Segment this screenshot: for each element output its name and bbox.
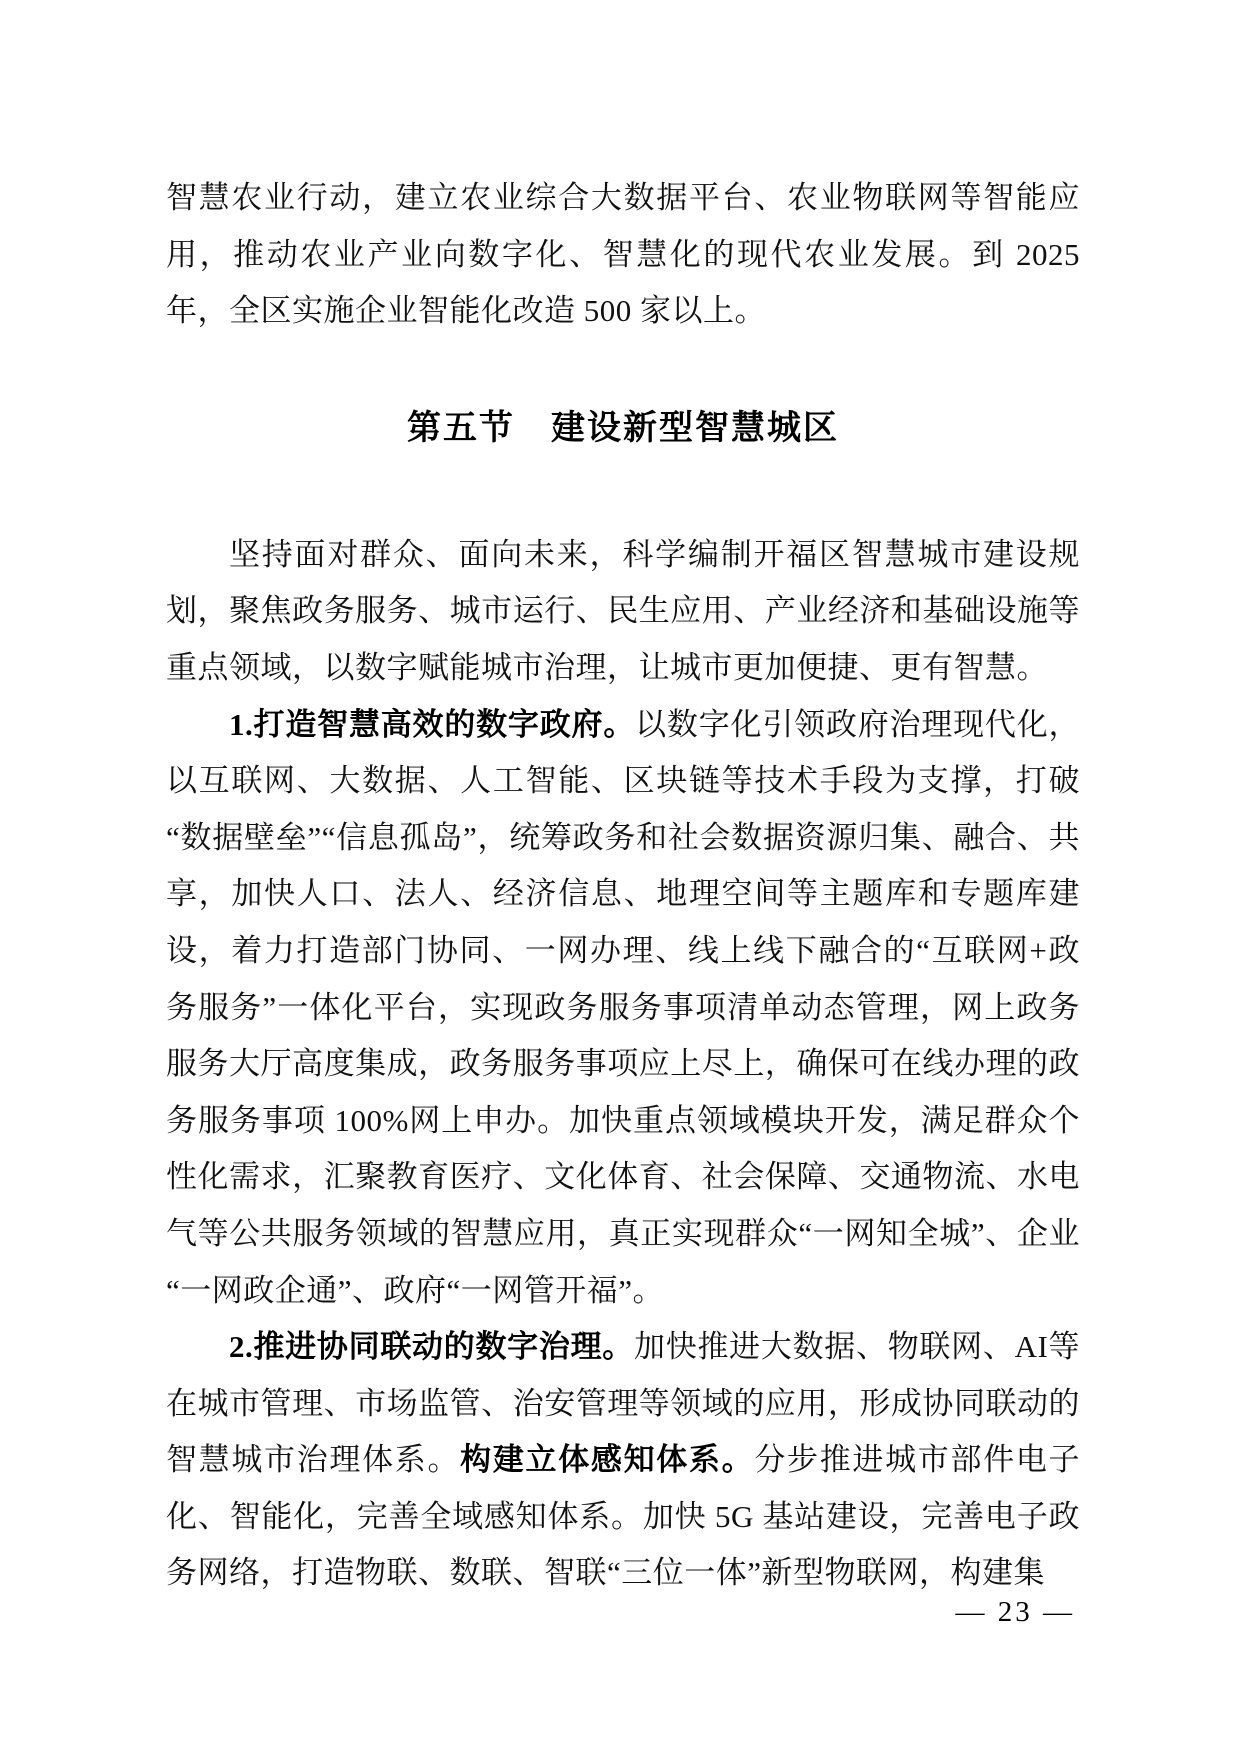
paragraph-item-2: [166, 1319, 1080, 1602]
section-heading: 第五节 建设新型智慧城区: [407, 408, 839, 447]
page-number: — 23 —: [955, 1596, 1075, 1628]
item-2-bold-lead: 2.推进协同联动的数字治理。: [229, 1329, 635, 1365]
paragraph-continued: 智慧农业行动，建立农业综合大数据平台、农业物联网等智能应用，推动农业产业向数字化、智慧化的现代农业发展。到 2025 年，全区实施企业智能化改造 500 家以上。: [166, 180, 1080, 329]
paragraph-lead: 坚持面对群众、面向未来，科学编制开福区智慧城市建设规划，聚焦政务服务、城市运行、民生应用、产业经济和基础设施等重点领域，以数字赋能城市治理，让城市更加便捷、更有智慧。: [166, 536, 1080, 685]
document-body: [166, 170, 1080, 1602]
item-1-bold-lead: 1.打造智慧高效的数字政府。: [229, 706, 636, 742]
item-1-body: 以数字化引领政府治理现代化，以互联网、大数据、人工智能、区块链等技术手段为支撑，打破“数据壁垒”“信息孤岛”，统筹政务和社会数据资源归集、融合、共享，加快人口、法人、经济信息、地理空间等主题库和专题库建设，着力打造部门协同、一网办理、线上线下融合的“互联网+政务服务”一体化平台，实现政务服务事项清单动态管理，网上政务服务大厅高度集成，政务服务事项应上尽上，确保可在线办理的政务服务事项 100%网上申办。加快重点领域模块开发，满足群众个性化需求，汇聚教育医疗、文化体育、社会保障、交通物流、水电气等公共服务领域的智慧应用，真正实现群众“一网知全城”、企业“一网政企通”、政府“一网管开福”。: [166, 706, 1080, 1308]
item-2-bold-mid: 构建立体感知体系。: [460, 1442, 755, 1478]
item-2-body-1: 加快推进大数据、物联网、AI等在城市管理、市场监管、治安管理等领域的应用，形成协同联动的智慧城市治理体系。: [166, 1329, 1080, 1478]
paragraph-item-1: [166, 697, 1080, 1320]
item-2-body-2: 分步推进城市部件电子化、智能化，完善全域感知体系。加快 5G 基站建设，完善电子政务网络，打造物联、数联、智联“三位一体”新型物联网，构建集: [166, 1442, 1081, 1591]
